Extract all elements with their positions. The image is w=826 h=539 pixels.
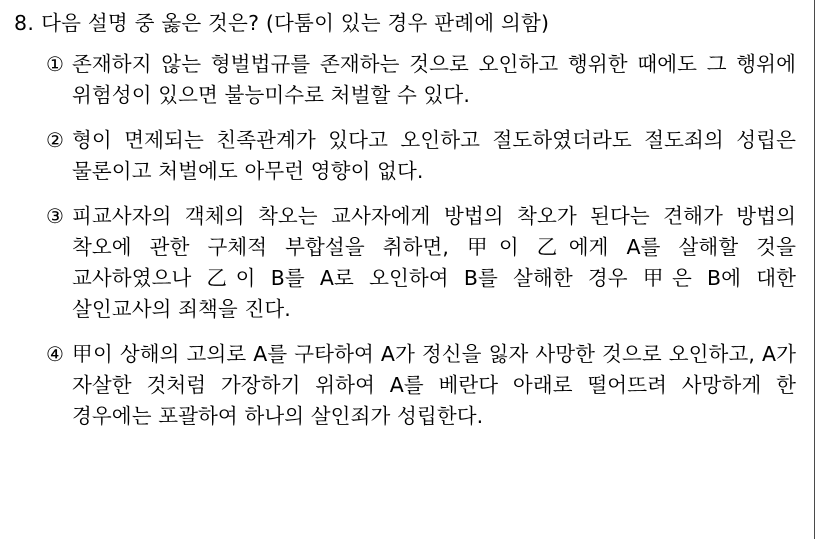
choice-marker-1: ① <box>46 52 64 76</box>
choice-item <box>46 49 796 111</box>
choice-text-2: 형이 면제되는 친족관계가 있다고 오인하고 절도하였더라도 절도죄의 성립은 물론이고 처벌에도 아무런 영향이 없다. <box>72 128 796 183</box>
choice-item <box>46 201 796 325</box>
choice-list <box>0 49 826 432</box>
choice-item <box>46 339 796 432</box>
question-number: 8. <box>14 11 35 35</box>
choice-marker-4: ④ <box>46 342 64 366</box>
question-block <box>0 8 826 38</box>
choice-text-3: 피교사자의 객체의 착오는 교사자에게 방법의 착오가 된다는 견해가 방법의 착오에 관한 구체적 부합설을 취하면, 甲이 乙에게 A를 살해할 것을 교사하였으나 乙이 B를 A로 오인하여 B를 살해한 경우 甲은 B에 대한 살인교사의 죄책을 진다. <box>72 204 796 321</box>
choice-text-4: 甲이 상해의 고의로 A를 구타하여 A가 정신을 잃자 사망한 것으로 오인하고, A가 자살한 것처럼 가장하기 위하여 A를 베란다 아래로 떨어뜨려 사망하게 한 경우에는 포괄하여 하나의 살인죄가 성립한다. <box>72 342 796 428</box>
choice-text-1: 존재하지 않는 형벌법규를 존재하는 것으로 오인하고 행위한 때에도 그 행위에 위험성이 있으면 불능미수로 처벌할 수 있다. <box>72 52 796 107</box>
question-text: 다음 설명 중 옳은 것은? (다툼이 있는 경우 판례에 의함) <box>41 11 550 35</box>
page-margin-rule <box>814 0 815 539</box>
choice-item <box>46 125 796 187</box>
choice-marker-2: ② <box>46 128 64 152</box>
choice-marker-3: ③ <box>46 204 64 228</box>
